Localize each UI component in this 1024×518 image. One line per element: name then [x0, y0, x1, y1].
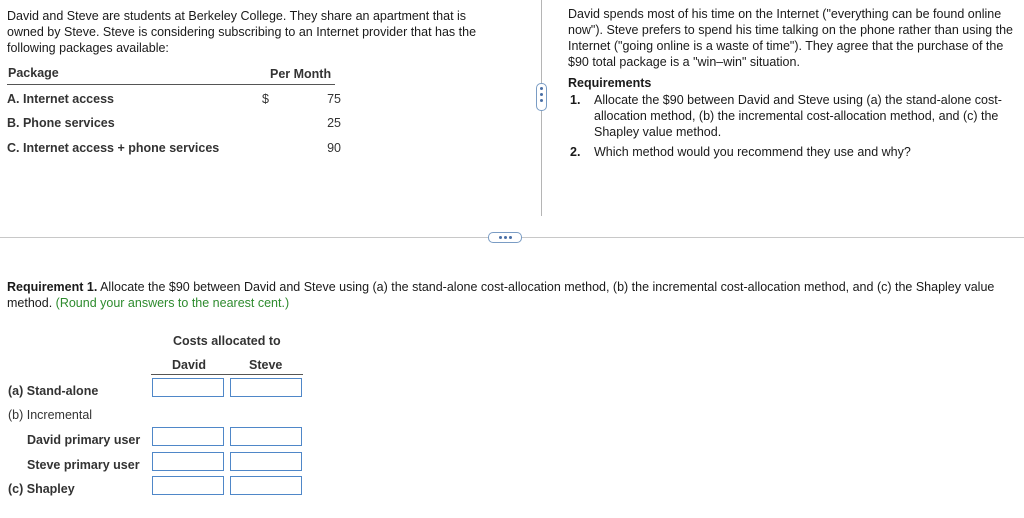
- package-row-price: 90: [327, 141, 341, 155]
- steve-column-header: Steve: [249, 358, 283, 372]
- row-label-incremental: (b) Incremental: [8, 408, 93, 422]
- requirement-1-label: Requirement 1.: [7, 280, 98, 294]
- row-label-david-primary: David primary user: [27, 433, 141, 447]
- package-row-label: A. Internet access: [7, 92, 114, 106]
- vertical-resize-handle-icon[interactable]: [536, 83, 547, 111]
- requirement-text: Which method would you recommend they use and why?: [594, 145, 911, 159]
- steve-primary-steve-input[interactable]: [230, 452, 302, 471]
- shapley-steve-input[interactable]: [230, 476, 302, 495]
- rounding-note: (Round your answers to the nearest cent.): [55, 296, 290, 310]
- requirement-number: 1.: [570, 93, 581, 107]
- requirement-item: [568, 144, 1018, 160]
- requirement-number: 2.: [570, 145, 581, 159]
- standalone-david-input[interactable]: [152, 378, 224, 397]
- package-header-rule: [7, 84, 335, 85]
- david-primary-steve-input[interactable]: [230, 427, 302, 446]
- shapley-david-input[interactable]: [152, 476, 224, 495]
- david-column-header: David: [172, 358, 207, 372]
- problem-context: David spends most of his time on the Internet ("everything can be found online now"). Steve prefers to spend his time talking on the phone rather than using the Internet ("going online is a waste of time"). They agree that the purchase of the $90 total package is a "win–win" situation.: [568, 7, 1013, 69]
- package-row-price: 75: [327, 92, 341, 106]
- david-primary-david-input[interactable]: [152, 427, 224, 446]
- requirement-text: Allocate the $90 between David and Steve using (a) the stand-alone cost-allocation method, (b) the incremental cost-allocation method, and (c) the Shapley value method.: [594, 93, 1002, 139]
- package-row-label: C. Internet access + phone services: [7, 141, 220, 155]
- requirements-list: [568, 92, 1018, 160]
- row-label-steve-primary: Steve primary user: [27, 458, 140, 472]
- package-column-header: Package: [8, 66, 59, 80]
- row-label-standalone: (a) Stand-alone: [8, 384, 99, 398]
- per-month-column-header: Per Month: [270, 67, 332, 81]
- package-row-label: B. Phone services: [7, 116, 115, 130]
- horizontal-resize-handle-icon[interactable]: [488, 232, 522, 243]
- requirement-item: [568, 92, 1018, 140]
- package-row-price: 25: [327, 116, 341, 130]
- requirement-1-text: Allocate the $90 between David and Steve using (a) the stand-alone cost-allocation method, (b) the incremental cost-allocation method, and (c) the Shapley value method.: [7, 280, 995, 310]
- requirement-1-prompt: [7, 279, 1017, 311]
- currency-symbol: $: [262, 92, 269, 106]
- table-header-rule: [151, 374, 303, 375]
- standalone-steve-input[interactable]: [230, 378, 302, 397]
- problem-intro: David and Steve are students at Berkeley College. They share an apartment that is owned by Steve. Steve is considering subscribing to an Internet provider that has the following packages available:: [7, 9, 477, 55]
- costs-allocated-header: Costs allocated to: [173, 334, 281, 348]
- requirements-title: Requirements: [568, 76, 652, 90]
- row-label-shapley: (c) Shapley: [8, 482, 75, 496]
- steve-primary-david-input[interactable]: [152, 452, 224, 471]
